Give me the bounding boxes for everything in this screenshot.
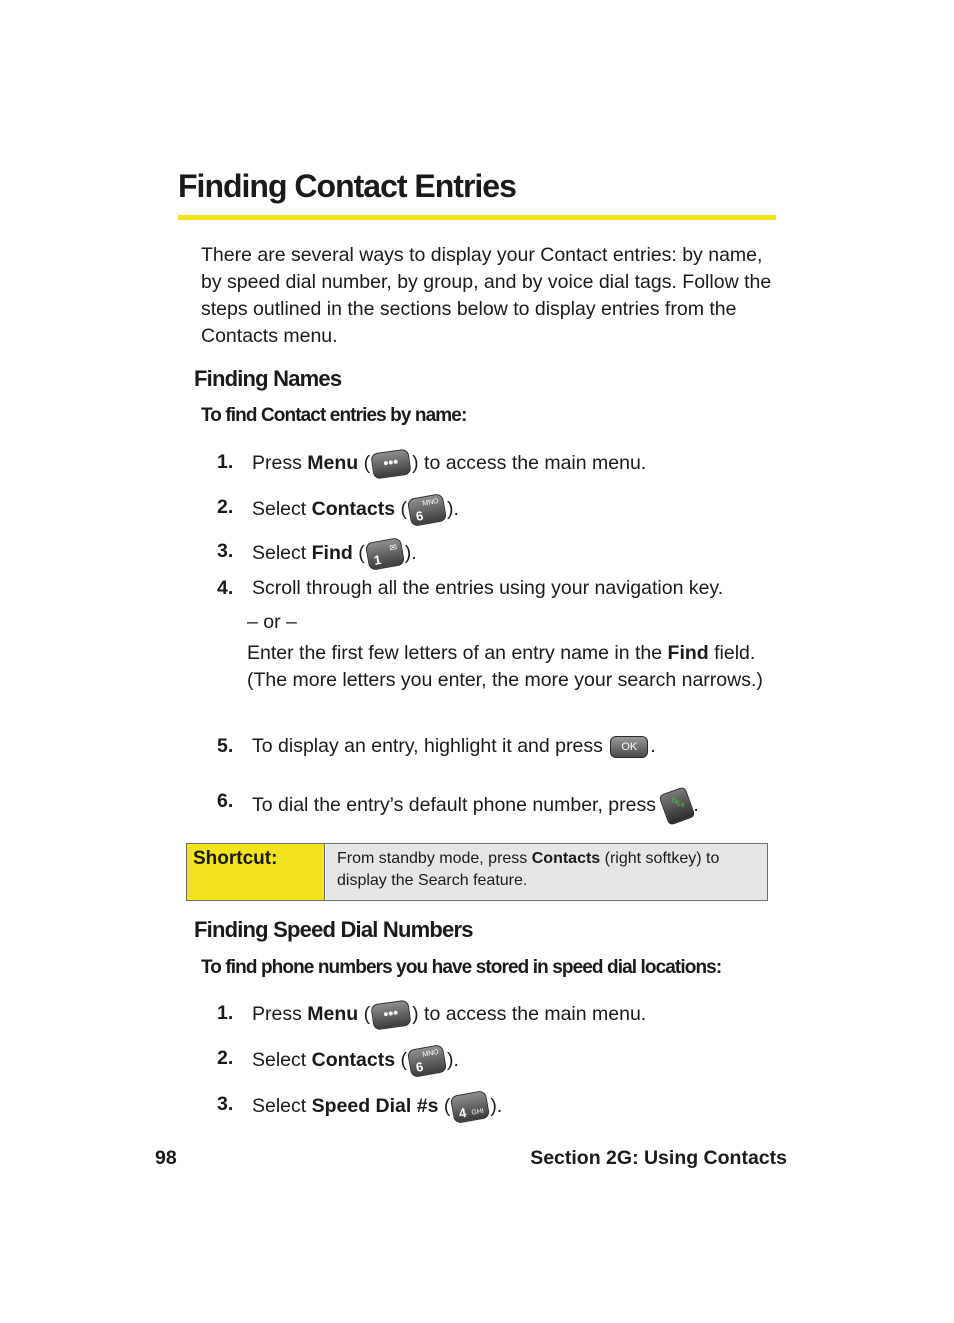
step-number: 4. xyxy=(217,577,234,599)
ok-key-icon: OK xyxy=(610,736,648,758)
step-text: Press Menu ( ••• ) to access the main menu. xyxy=(252,451,646,477)
step-number: 5. xyxy=(217,735,234,757)
step-number: 3. xyxy=(217,540,234,562)
subheading-speed-dial: To find phone numbers you have stored in speed dial locations: xyxy=(201,957,722,978)
or-separator: – or – xyxy=(247,611,297,633)
talk-key-icon: TALK xyxy=(659,786,696,826)
title-underline xyxy=(178,215,776,220)
menu-label: Menu xyxy=(307,452,359,475)
step-number: 1. xyxy=(217,1002,234,1024)
menu-key-icon: ••• xyxy=(370,999,411,1030)
section-heading-speed-dial: Finding Speed Dial Numbers xyxy=(194,917,473,942)
section-footer: Section 2G: Using Contacts xyxy=(530,1147,787,1169)
page-title: Finding Contact Entries xyxy=(178,168,516,204)
step-number: 6. xyxy=(217,790,234,812)
step-text: Scroll through all the entries using your navigation key. xyxy=(252,577,724,599)
shortcut-label: Shortcut: xyxy=(187,844,325,900)
contacts-label: Contacts xyxy=(311,498,396,521)
shortcut-box xyxy=(186,843,768,901)
step-text: Select Find ( 1 ✉ ). xyxy=(252,540,417,568)
page-number: 98 xyxy=(155,1147,177,1169)
key-6-mno-icon: 6 MNO xyxy=(407,493,447,527)
step-text: Select Speed Dial #s ( 4 GHI ). xyxy=(252,1093,502,1121)
find-label: Find xyxy=(311,542,353,565)
key-6-mno-icon: 6 MNO xyxy=(407,1044,447,1078)
alternative-instruction: Enter the first few letters of an entry name in the Find field. (The more letters you enter, the more your search narrows.) xyxy=(247,642,763,691)
step-text: Select Contacts ( 6 MNO ). xyxy=(252,496,459,524)
step-number: 1. xyxy=(217,451,234,473)
step-text: To display an entry, highlight it and press OK . xyxy=(252,735,656,757)
step-text: To dial the entry’s default phone number, press TALK . xyxy=(252,790,699,822)
step-text: Select Contacts ( 6 MNO ). xyxy=(252,1047,459,1075)
menu-key-icon: ••• xyxy=(370,448,411,479)
step-number: 3. xyxy=(217,1093,234,1115)
step-number: 2. xyxy=(217,1047,234,1069)
section-heading-finding-names: Finding Names xyxy=(194,366,342,391)
key-4-ghi-icon: 4 GHI xyxy=(450,1090,490,1124)
key-1-voicemail-icon: 1 ✉ xyxy=(365,537,405,571)
step-text: Press Menu ( ••• ) to access the main menu. xyxy=(252,1002,646,1028)
step-number: 2. xyxy=(217,496,234,518)
subheading-find-by-name: To find Contact entries by name: xyxy=(201,405,467,426)
intro-paragraph: There are several ways to display your Contact entries: by name, by speed dial number, by group, and by voice dial tags. Follow the steps outlined in the sections below to display entries from the Contacts menu. xyxy=(201,244,772,347)
shortcut-text: From standby mode, press Contacts (right softkey) to display the Search feature. xyxy=(326,844,767,900)
